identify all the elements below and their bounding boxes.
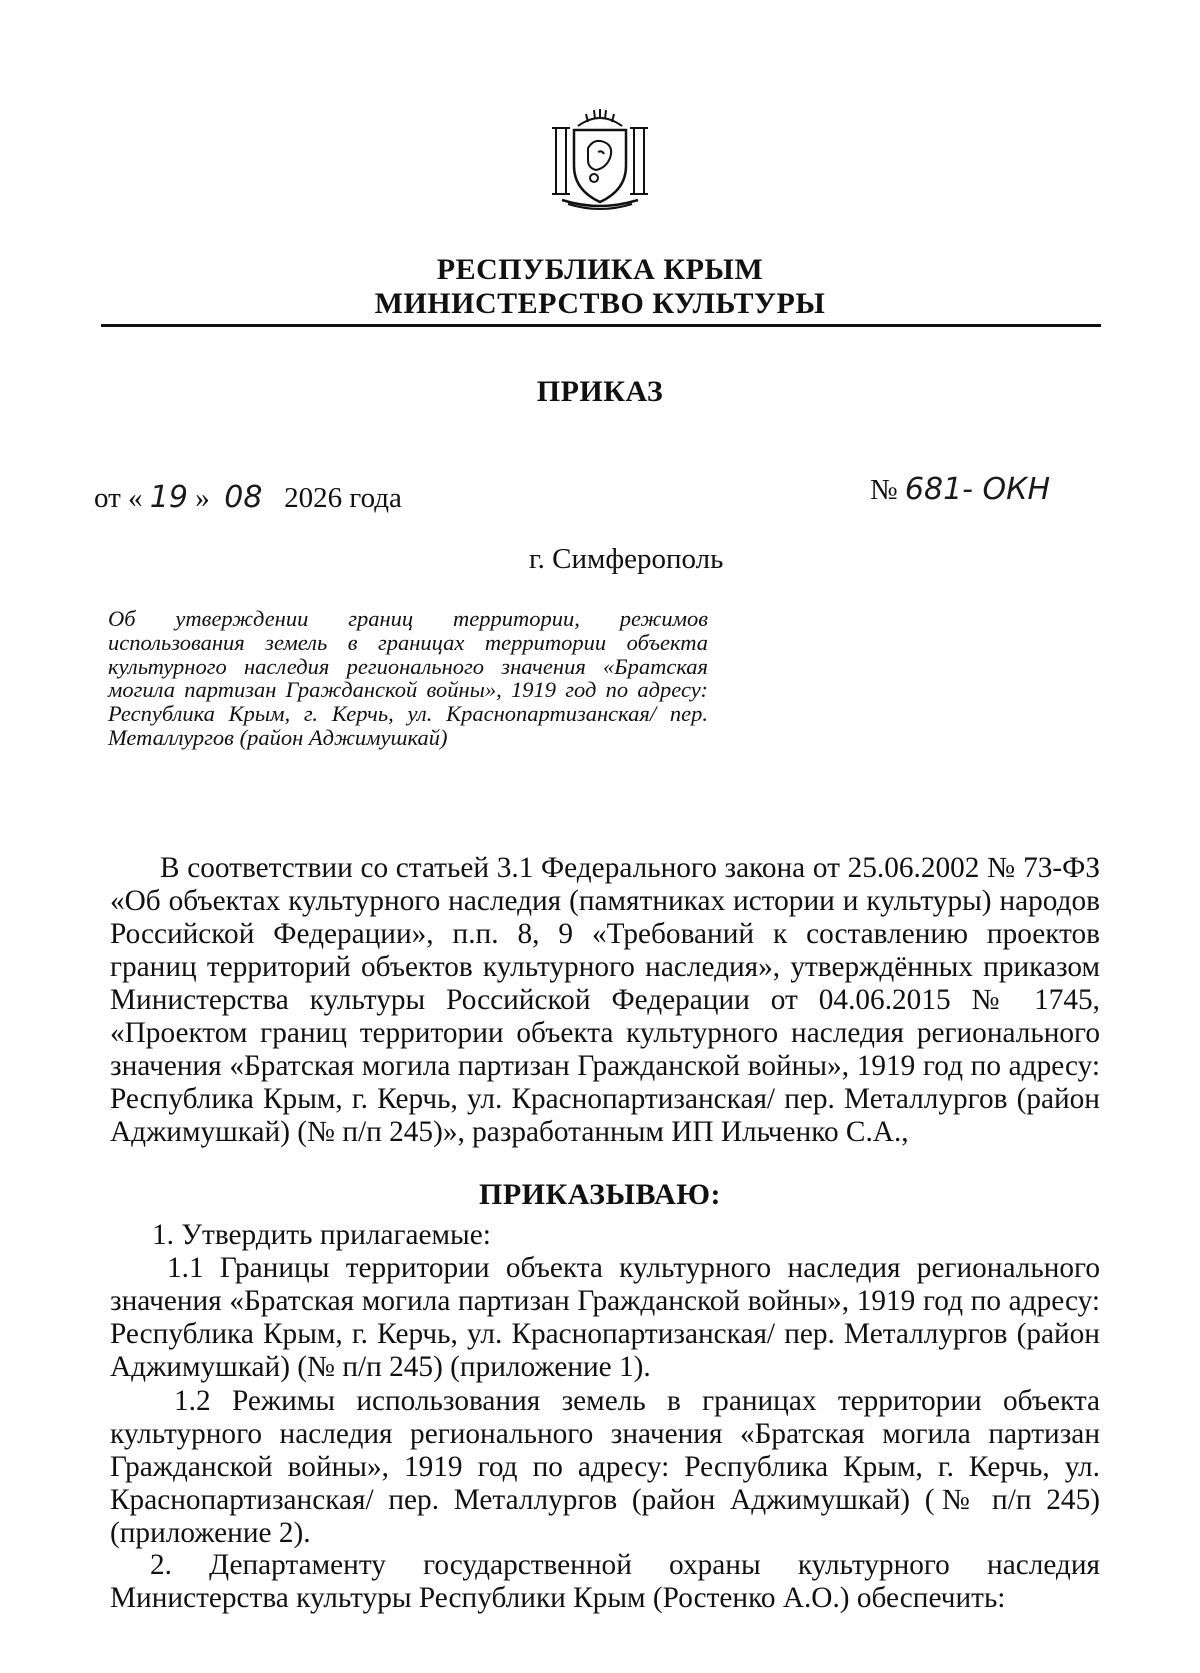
date-day: 19 xyxy=(149,480,188,515)
number-value: 681- ОКН xyxy=(904,472,1051,507)
date-prefix: от « xyxy=(94,482,143,514)
date-middle: » xyxy=(195,482,210,514)
order-item-2: 2. Департаменту государственной охраны культурного наследия Министерства культуры Республики Крым (Ростенко А.О.) обеспечить: xyxy=(110,1549,1100,1614)
order-item-1-2: 1.2 Режимы использования земель в границах территории объекта культурного наследия регионального значения «Братская могила партизан Гражданской войны», 1919 год по адресу: Республика Крым, г. Керчь, ул. Краснопартизанская/ пер. Металлургов (район Аджимушкай) (№ п/п 245) (приложение 2). xyxy=(110,1385,1100,1549)
document-number xyxy=(870,472,1050,507)
document-type: ПРИКАЗ xyxy=(536,375,664,408)
directive-heading: ПРИКАЗЫВАЮ: xyxy=(478,1178,721,1211)
preamble-paragraph: В соответствии со статьей 3.1 Федерального закона от 25.06.2002 № 73-ФЗ «Об объектах культурного наследия (памятниках истории и культуры) народов Российской Федерации», п.п. 8, 9 «Требований к составлению проектов границ территорий объектов культурного наследия», утверждённых приказом Министерства культуры Российской Федерации от 04.06.2015 № 1745, «Проектом границ территории объекта культурного наследия регионального значения «Братская могила партизан Гражданской войны», 1919 год по адресу: Республика Крым, г. Керчь, ул. Краснопартизанская/ пер. Металлургов (район Аджимушкай) (№ п/п 245)», разработанным ИП Ильченко С.А., xyxy=(110,852,1100,1148)
document-city: г. Симферополь xyxy=(529,543,724,575)
ministry-title: МИНИСТЕРСТВО КУЛЬТУРЫ xyxy=(374,287,826,320)
date-month: 08 xyxy=(224,480,263,515)
crimea-coat-of-arms-icon xyxy=(548,108,652,212)
order-item-1-1: 1.1 Границы территории объекта культурного наследия регионального значения «Братская могила партизан Гражданской войны», 1919 год по адресу: Республика Крым, г. Керчь, ул. Краснопартизанская/ пер. Металлургов (район Аджимушкай) (№ п/п 245) (приложение 1). xyxy=(110,1252,1100,1383)
document-date xyxy=(94,480,402,515)
order-item-1: 1. Утвердить прилагаемые: xyxy=(152,1219,491,1251)
region-title: РЕСПУБЛИКА КРЫМ xyxy=(436,253,764,286)
number-prefix: № xyxy=(870,474,898,506)
date-year: 2026 года xyxy=(284,482,402,514)
header-divider xyxy=(101,324,1101,327)
document-subject: Об утверждении границ территории, режимов использования земель в границах территории объекта культурного наследия регионального значения «Братская могила партизан Гражданской войны», 1919 год по адресу: Республика Крым, г. Керчь, ул. Краснопартизанская/ пер. Металлургов (район Аджимушкай) xyxy=(108,606,708,750)
